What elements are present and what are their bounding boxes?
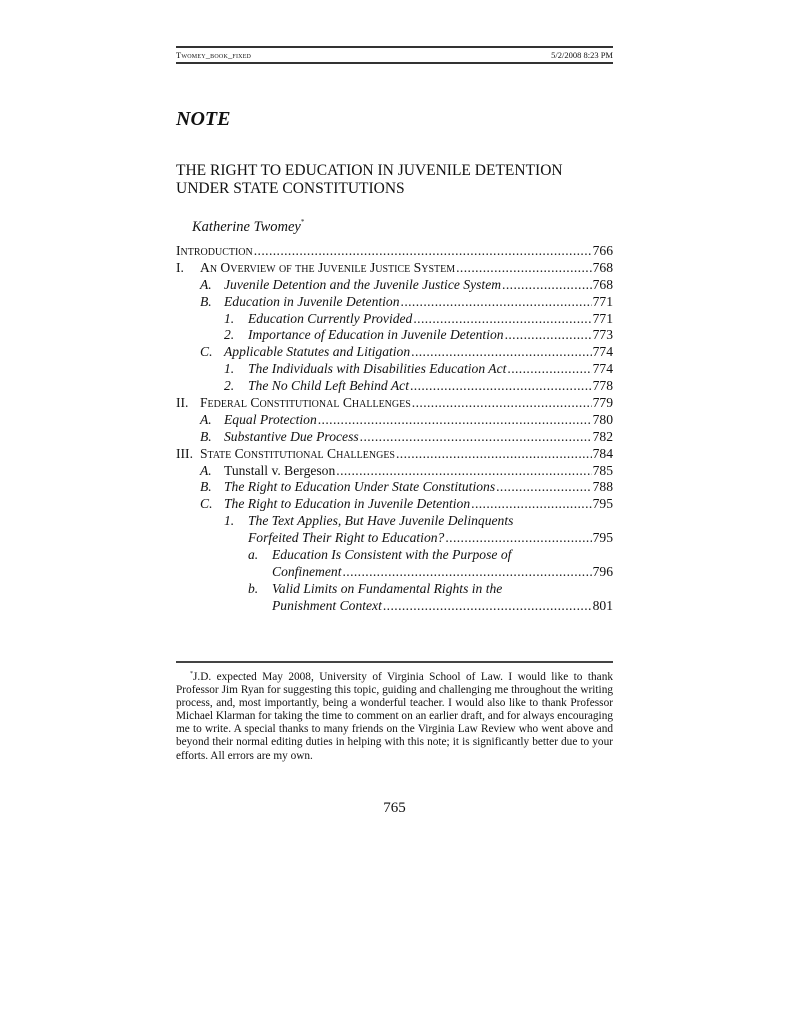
author-name: Katherine Twomey	[192, 219, 301, 235]
toc-label: Equal Protection	[224, 411, 317, 427]
toc-number: II.	[176, 395, 189, 411]
toc-number: A.	[200, 411, 212, 427]
toc-label: The Text Applies, But Have Juvenile Delinquents	[248, 513, 514, 529]
toc-number: B.	[200, 428, 212, 444]
footnote-mark: *	[190, 671, 193, 677]
article-title	[176, 162, 613, 198]
toc-leader	[396, 446, 592, 463]
toc-number: 1.	[224, 513, 235, 529]
toc-entry[interactable]	[176, 429, 613, 446]
toc-entry[interactable]	[176, 378, 613, 395]
toc-page: 774	[592, 344, 613, 360]
toc-number: b.	[248, 580, 259, 596]
toc-number: C.	[200, 344, 213, 360]
toc-entry[interactable]	[176, 311, 613, 328]
author-byline	[192, 218, 304, 236]
footnote-text: J.D. expected May 2008, University of Virginia School of Law. I would like to thank Professor Jim Ryan for suggesting this topic, guiding and challenging me throughout the writing process, and, most importantly, being a wonderful teacher. I would also like to thank Professor Michael Klarman for taking the time to comment on an earlier draft, and for always encouraging me to write. A special thanks to many friends on the Virginia Law Review who went above and beyond their normal editing duties in helping with this note; it is significantly better due to your efforts. All errors are my own.	[176, 671, 613, 762]
toc-label: Applicable Statutes and Litigation	[224, 344, 411, 360]
toc-leader	[456, 260, 591, 277]
toc-entry-part-3[interactable]	[176, 446, 613, 463]
toc-label: Federal Constitutional Challenges	[200, 395, 411, 411]
toc-page: 788	[592, 479, 613, 495]
toc-leader	[471, 496, 591, 513]
toc-entry[interactable]	[176, 513, 613, 530]
toc-leader	[410, 378, 592, 395]
toc-entry-continuation[interactable]	[176, 530, 613, 547]
toc-page: 795	[592, 530, 613, 546]
toc-entry-continuation[interactable]	[176, 564, 613, 581]
toc-label: An Overview of the Juvenile Justice System	[200, 259, 456, 275]
toc-label-continuation: Punishment Context	[272, 597, 382, 613]
toc-entry[interactable]	[176, 344, 613, 361]
toc-page: 773	[592, 327, 613, 343]
toc-entry[interactable]	[176, 277, 613, 294]
toc-page: 785	[592, 462, 613, 478]
note-label: NOTE	[176, 108, 231, 130]
toc-page: 801	[592, 597, 613, 613]
toc-number: B.	[200, 293, 212, 309]
toc-entry[interactable]	[176, 581, 613, 598]
toc-page: 795	[592, 496, 613, 512]
toc-entry[interactable]	[176, 412, 613, 429]
toc-number: C.	[200, 496, 213, 512]
title-line: UNDER STATE CONSTITUTIONS	[176, 180, 405, 197]
toc-label: Valid Limits on Fundamental Rights in the	[272, 580, 503, 596]
toc-page: 796	[592, 563, 613, 579]
title-line: THE RIGHT TO EDUCATION IN JUVENILE DETENTION	[176, 162, 563, 179]
toc-leader	[360, 429, 592, 446]
toc-page: 768	[592, 259, 613, 275]
toc-label: State Constitutional Challenges	[200, 445, 395, 461]
toc-page: 771	[592, 310, 613, 326]
toc-label: Education Currently Provided	[248, 310, 413, 326]
toc-leader	[342, 564, 591, 581]
toc-page: 779	[592, 395, 613, 411]
toc-page: 782	[592, 428, 613, 444]
toc-leader	[505, 327, 592, 344]
footnote	[176, 668, 613, 763]
toc-page: 766	[592, 243, 613, 258]
page-number: 765	[383, 800, 406, 816]
toc-label: Importance of Education in Juvenile Detention	[248, 327, 504, 343]
toc-number: 2.	[224, 327, 235, 343]
toc-number: A.	[200, 276, 212, 292]
table-of-contents	[176, 243, 613, 615]
toc-label: Education Is Consistent with the Purpose of	[272, 547, 512, 563]
toc-entry[interactable]	[176, 361, 613, 378]
toc-entry[interactable]	[176, 294, 613, 311]
toc-leader	[254, 243, 592, 260]
toc-entry[interactable]	[176, 327, 613, 344]
toc-entry[interactable]	[176, 496, 613, 513]
author-footnote-mark[interactable]: *	[300, 218, 305, 226]
toc-label: Juvenile Detention and the Juvenile Justice System	[224, 276, 502, 292]
toc-page: 771	[592, 293, 613, 309]
toc-leader	[496, 479, 591, 496]
toc-label-continuation: Forfeited Their Right to Education?	[248, 530, 445, 546]
toc-number: I.	[176, 259, 184, 275]
toc-page: 774	[592, 361, 613, 377]
toc-leader	[502, 277, 592, 294]
toc-label-continuation: Confinement	[272, 563, 342, 579]
header-timestamp: 5/2/2008 8:23 PM	[551, 49, 613, 60]
toc-entry-part-1[interactable]	[176, 260, 613, 277]
toc-page: 784	[592, 445, 613, 461]
toc-leader	[412, 395, 592, 412]
toc-leader	[401, 294, 592, 311]
toc-label: The Individuals with Disabilities Education Act	[248, 361, 507, 377]
footnote-divider	[176, 661, 613, 663]
toc-entry-introduction[interactable]	[176, 243, 613, 260]
toc-entry[interactable]	[176, 463, 613, 480]
toc-label: Introduction	[176, 243, 253, 258]
toc-number: A.	[200, 462, 212, 478]
running-header	[176, 46, 613, 64]
toc-label: The Right to Education Under State Constitutions	[224, 479, 496, 495]
toc-leader	[413, 311, 591, 328]
toc-number: B.	[200, 479, 212, 495]
toc-label: The Right to Education in Juvenile Detention	[224, 496, 471, 512]
toc-label: Substantive Due Process	[224, 428, 359, 444]
toc-number: 1.	[224, 361, 235, 377]
toc-page: 780	[592, 411, 613, 427]
toc-number: 2.	[224, 378, 235, 394]
toc-leader	[383, 598, 592, 615]
toc-number: a.	[248, 547, 259, 563]
toc-number: 1.	[224, 310, 235, 326]
toc-leader	[445, 530, 591, 547]
toc-leader	[318, 412, 592, 429]
toc-page: 778	[592, 378, 613, 394]
toc-page: 768	[592, 276, 613, 292]
toc-label: The No Child Left Behind Act	[248, 378, 409, 394]
toc-label: Education in Juvenile Detention	[224, 293, 400, 309]
toc-leader	[411, 344, 591, 361]
toc-entry[interactable]	[176, 547, 613, 564]
toc-leader	[507, 361, 591, 378]
toc-entry[interactable]	[176, 479, 613, 496]
toc-entry-part-2[interactable]	[176, 395, 613, 412]
toc-number: III.	[176, 445, 193, 461]
toc-label: Tunstall v. Bergeson	[224, 462, 336, 478]
toc-entry-continuation[interactable]	[176, 598, 613, 615]
toc-leader	[336, 463, 591, 480]
header-filename: Twomey_book_fixed	[176, 49, 252, 60]
